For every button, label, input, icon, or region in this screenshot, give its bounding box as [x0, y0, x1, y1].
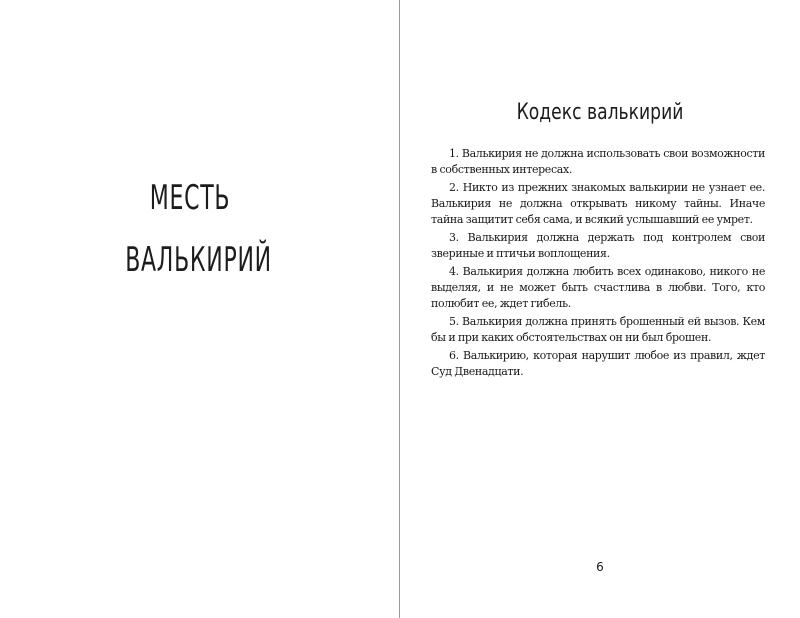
half-title-line-2: ВАЛЬКИРИЙ: [125, 240, 272, 280]
rule-item: 6. Валькирию, которая нарушит любое из правил, ждет Суд Двенадцати.: [431, 348, 765, 379]
chapter-title: Кодекс валькирий: [516, 100, 684, 125]
rule-item: 2. Никто из прежних знакомых валькирии не узнает ее. Валькирия не должна открывать никому тайны. Иначе тайна защитит себя сама, и всякий услышавший ее умрет.: [431, 180, 765, 227]
rule-item: 3. Валькирия должна держать под контролем свои звериные и птичьи воплощения.: [431, 231, 765, 261]
right-page: [400, 0, 800, 618]
rules-list: [431, 146, 765, 382]
rule-item: 5. Валькирия должна принять брошенный ей вызов. Кем бы и при каких обстоятельствах он ни был брошен.: [431, 315, 765, 345]
rule-item: 1. Валькирия не должна использовать свои возможности в собственных интересах.: [431, 147, 765, 177]
left-page: [0, 0, 399, 618]
rule-item: 4. Валькирия должна любить всех одинаково, никого не выделяя, и не может быть счастлива в любви. Того, кто полюбит ее, ждет гибель.: [431, 264, 765, 311]
half-title-line-1: МЕСТЬ: [149, 178, 231, 218]
page-number: 6: [596, 560, 604, 574]
